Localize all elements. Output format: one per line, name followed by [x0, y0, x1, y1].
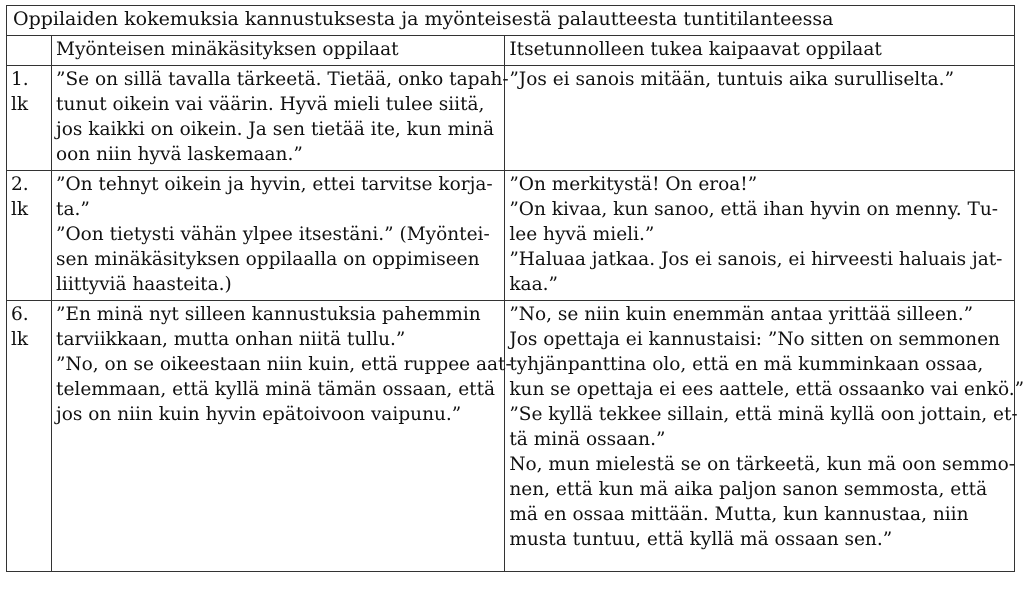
header-row — [7, 36, 1015, 66]
support-cell — [505, 171, 1015, 301]
quote-line: ”Oon tietysti vähän ylpee itsestäni.” (Myöntei- — [56, 224, 490, 245]
title-row — [7, 6, 1015, 36]
quote-line: ”No, se niin kuin enemmän antaa yrittää silleen.” — [509, 304, 974, 325]
quotes-table — [6, 5, 1024, 572]
support-cell — [505, 66, 1015, 171]
quote-line: musta tuntuu, että kyllä mä ossaan sen.” — [509, 529, 893, 550]
quote-line: ”Jos ei sanois mitään, tuntuis aika surulliselta.” — [509, 69, 955, 90]
positive-cell — [52, 301, 512, 572]
table-row — [7, 66, 1015, 171]
table-title: Oppilaiden kokemuksia kannustuksesta ja myönteisestä palautteesta tuntitilanteessa — [7, 6, 1015, 36]
quote-line: ”Haluaa jatkaa. Jos ei sanois, ei hirveesti haluais jat- — [509, 249, 1003, 270]
header-grade — [7, 36, 52, 66]
quote-line: jos on niin kuin hyvin epätoivoon vaipunu.” — [56, 404, 462, 425]
positive-cell — [52, 66, 509, 171]
grade-cell: 2. lk — [7, 171, 52, 301]
quote-line: ”On kivaa, kun sanoo, että ihan hyvin on menny. Tu- — [509, 199, 998, 220]
quote-line: jos kaikki on oikein. Ja sen tietää ite, kun minä — [56, 119, 494, 140]
quote-line: No, mun mielestä se on tärkeetä, kun mä oon semmo- — [509, 454, 1016, 475]
quote-line: mä en ossaa mittään. Mutta, kun kannustaa, niin — [509, 504, 969, 525]
grade-cell: 6. lk — [7, 301, 52, 572]
quote-line: ”Se on sillä tavalla tärkeetä. Tietää, onko tapah- — [56, 69, 509, 90]
quote-line: sen minäkäsityksen oppilaalla on oppimiseen — [56, 249, 480, 270]
header-support: Itsetunnolleen tukea kaipaavat oppilaat — [505, 36, 1015, 66]
quote-line: Jos opettaja ei kannustaisi: ”No sitten on semmonen — [509, 329, 1000, 350]
quote-line: ”En minä nyt silleen kannustuksia pahemmin — [56, 304, 481, 325]
positive-cell — [52, 171, 505, 301]
header-positive: Myönteisen minäkäsityksen oppilaat — [52, 36, 505, 66]
quote-line: tä minä ossaan.” — [509, 429, 666, 450]
quote-line: ta.” — [56, 199, 90, 220]
quote-line: ”No, on se oikeestaan niin kuin, että ruppee aat- — [56, 354, 512, 375]
quote-line: ”Se kyllä tekkee sillain, että minä kyllä oon jottain, et- — [509, 404, 1018, 425]
table-row — [7, 301, 1015, 572]
quote-line: kaa.” — [509, 274, 558, 295]
quote-line: tarviikkaan, mutta onhan niitä tullu.” — [56, 329, 406, 350]
quote-line: telemmaan, että kyllä minä tämän ossaan, että — [56, 379, 496, 400]
quote-line: tunut oikein vai väärin. Hyvä mieli tulee siitä, — [56, 94, 485, 115]
quote-line: liittyviä haasteita.) — [56, 274, 232, 295]
quote-line: nen, että kun mä aika paljon sanon semmosta, että — [509, 479, 988, 500]
quote-line: ”On merkitystä! On eroa!” — [509, 174, 758, 195]
table-row — [7, 171, 1015, 301]
quote-line: kun se opettaja ei ees aattele, että ossaanko vai enkö.” — [509, 379, 1024, 400]
grade-cell: 1. lk — [7, 66, 52, 171]
quote-line: oon niin hyvä laskemaan.” — [56, 144, 303, 165]
quote-line: lee hyvä mieli.” — [509, 224, 655, 245]
quote-line: ”On tehnyt oikein ja hyvin, ettei tarvitse korja- — [56, 174, 493, 195]
quote-line: tyhjänpanttina olo, että en mä kumminkaan ossaa, — [509, 354, 984, 375]
support-cell — [505, 301, 1024, 572]
